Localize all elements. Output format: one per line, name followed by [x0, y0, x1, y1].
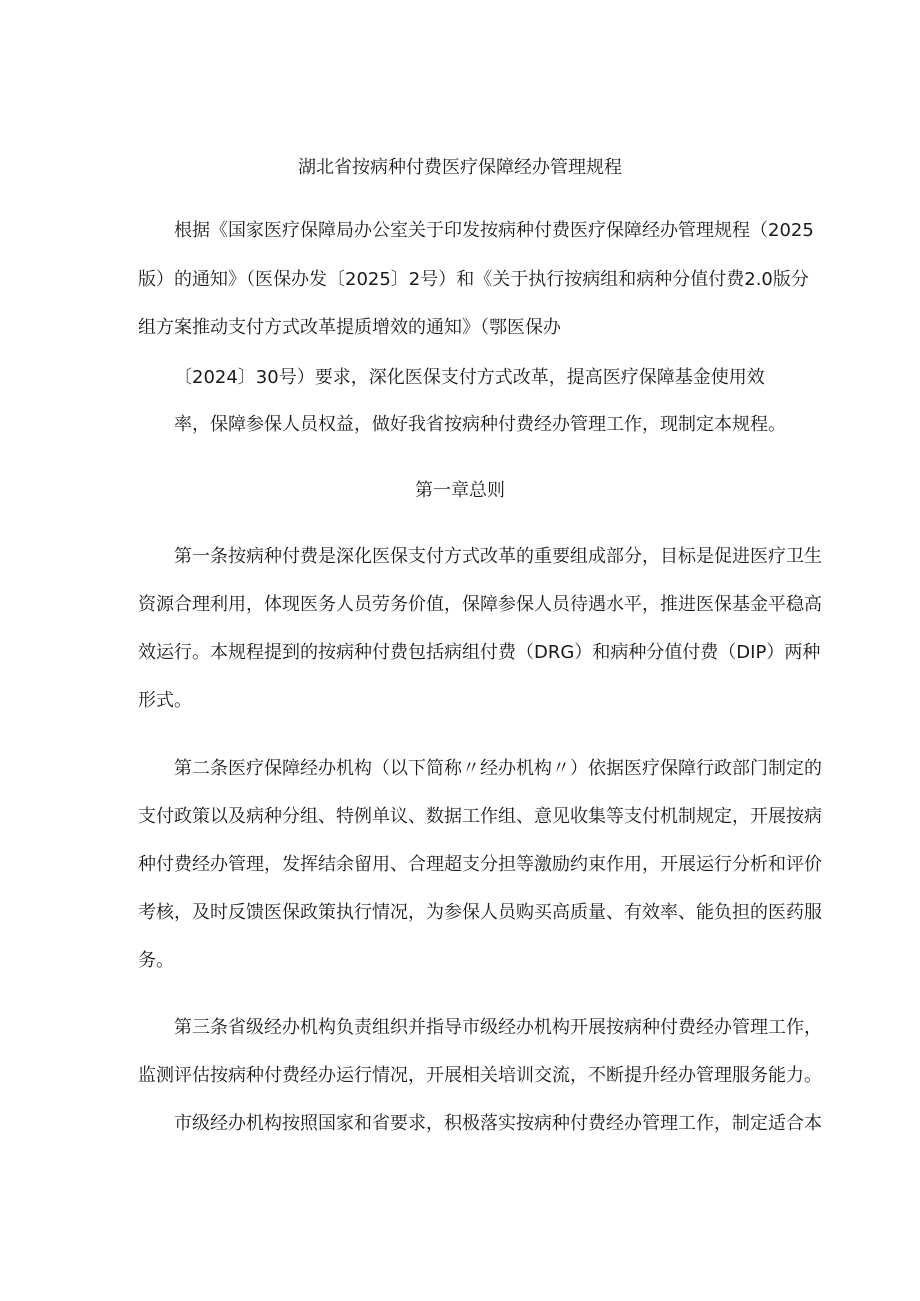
article-3-line: 第三条省级经办机构负责组织并指导市级经办机构开展按病种付费经办管理工作，: [174, 1017, 822, 1038]
article-3-cont-line: 市级经办机构按照国家和省要求，积极落实按病种付费经办管理工作，制定适合本: [174, 1113, 822, 1134]
article-1-line: 第一条按病种付费是深化医保支付方式改革的重要组成部分，目标是促进医疗卫生: [174, 546, 822, 567]
preamble-line: 率，保障参保人员权益，做好我省按病种付费经办管理工作，现制定本规程。: [174, 414, 786, 435]
article-2-line: 支付政策以及病种分组、特例单议、数据工作组、意见收集等支付机制规定，开展按病: [138, 806, 822, 827]
preamble-line: 组方案推动支付方式改革提质增效的通知》（鄂医保办: [138, 317, 561, 338]
preamble-line: 版）的通知》（医保办发〔2025〕2号）和《关于执行按病组和病种分值付费2.0版分: [138, 269, 809, 290]
article-1-line: 资源合理利用，体现医务人员劳务价值，保障参保人员待遇水平，推进医保基金平稳高: [138, 594, 822, 615]
preamble-line: 根据《国家医疗保障局办公室关于印发按病种付费医疗保障经办管理规程（2025: [174, 220, 814, 241]
article-1-line: 形式。: [138, 690, 192, 711]
article-2-line: 第二条医疗保障经办机构（以下简称〃经办机构〃）依据医疗保障行政部门制定的: [174, 758, 822, 779]
document-title: 湖北省按病种付费医疗保障经办管理规程: [298, 157, 622, 178]
chapter-heading: 第一章总则: [415, 480, 505, 501]
article-2-line: 考核，及时反馈医保政策执行情况，为参保人员购买高质量、有效率、能负担的医药服: [138, 902, 822, 923]
article-3-line: 监测评估按病种付费经办运行情况，开展相关培训交流，不断提升经办管理服务能力。: [138, 1065, 822, 1086]
article-2-line: 种付费经办管理，发挥结余留用、合理超支分担等激励约束作用，开展运行分析和评价: [138, 854, 822, 875]
preamble-line: 〔2024〕30号）要求，深化医保支付方式改革，提高医疗保障基金使用效: [174, 367, 765, 388]
article-2-line: 务。: [138, 950, 174, 971]
article-1-line: 效运行。本规程提到的按病种付费包括病组付费（DRG）和病种分值付费（DIP）两种: [138, 642, 821, 663]
